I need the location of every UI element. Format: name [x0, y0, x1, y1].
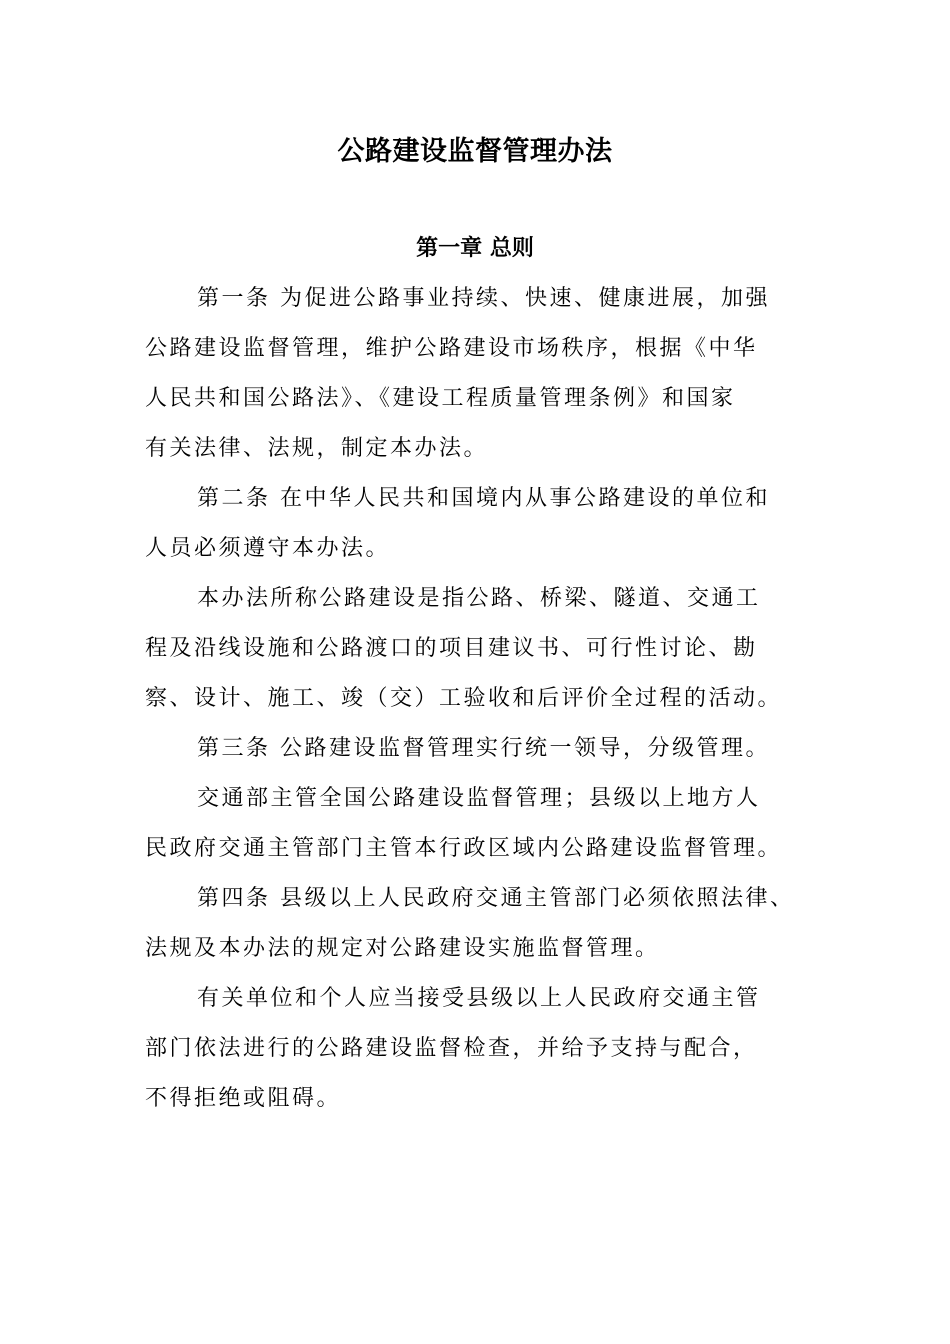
article-4-line-1: 第四条 县级以上人民政府交通主管部门必须依照法律、 [197, 886, 795, 911]
article-4-para-2-line-1: 有关单位和个人应当接受县级以上人民政府交通主管 [197, 986, 761, 1011]
article-4-para-2-line-3: 不得拒绝或阻碍。 [145, 1086, 342, 1111]
article-3-line-1: 第三条 公路建设监督管理实行统一领导，分级管理。 [197, 736, 770, 761]
article-1-line-4: 有关法律、法规，制定本办法。 [145, 436, 489, 461]
document-title: 公路建设监督管理办法 [337, 136, 613, 167]
article-4-line-2: 法规及本办法的规定对公路建设实施监督管理。 [145, 936, 660, 961]
article-1-line-1: 第一条 为促进公路事业持续、快速、健康进展，加强 [197, 286, 770, 311]
article-2-para-2-line-1: 本办法所称公路建设是指公路、桥梁、隧道、交通工 [197, 586, 761, 611]
article-4-para-2-line-2: 部门依法进行的公路建设监督检查，并给予支持与配合， [145, 1036, 758, 1061]
article-2-line-1: 第二条 在中华人民共和国境内从事公路建设的单位和 [197, 486, 770, 511]
chapter-heading: 第一章 总则 [416, 236, 534, 261]
article-2-line-2: 人员必须遵守本办法。 [145, 536, 391, 561]
article-1-line-3: 人民共和国公路法》、《建设工程质量管理条例》和国家 [145, 386, 736, 411]
article-3-para-2-line-1: 交通部主管全国公路建设监督管理；县级以上地方人 [197, 786, 761, 811]
article-2-para-2-line-2: 程及沿线设施和公路渡口的项目建议书、可行性讨论、勘 [145, 636, 758, 661]
article-1-line-2: 公路建设监督管理，维护公路建设市场秩序，根据《中华 [145, 336, 758, 361]
article-2-para-2-line-3: 察、设计、施工、竣（交）工验收和后评价全过程的活动。 [145, 686, 783, 711]
article-3-para-2-line-2: 民政府交通主管部门主管本行政区域内公路建设监督管理。 [145, 836, 783, 861]
